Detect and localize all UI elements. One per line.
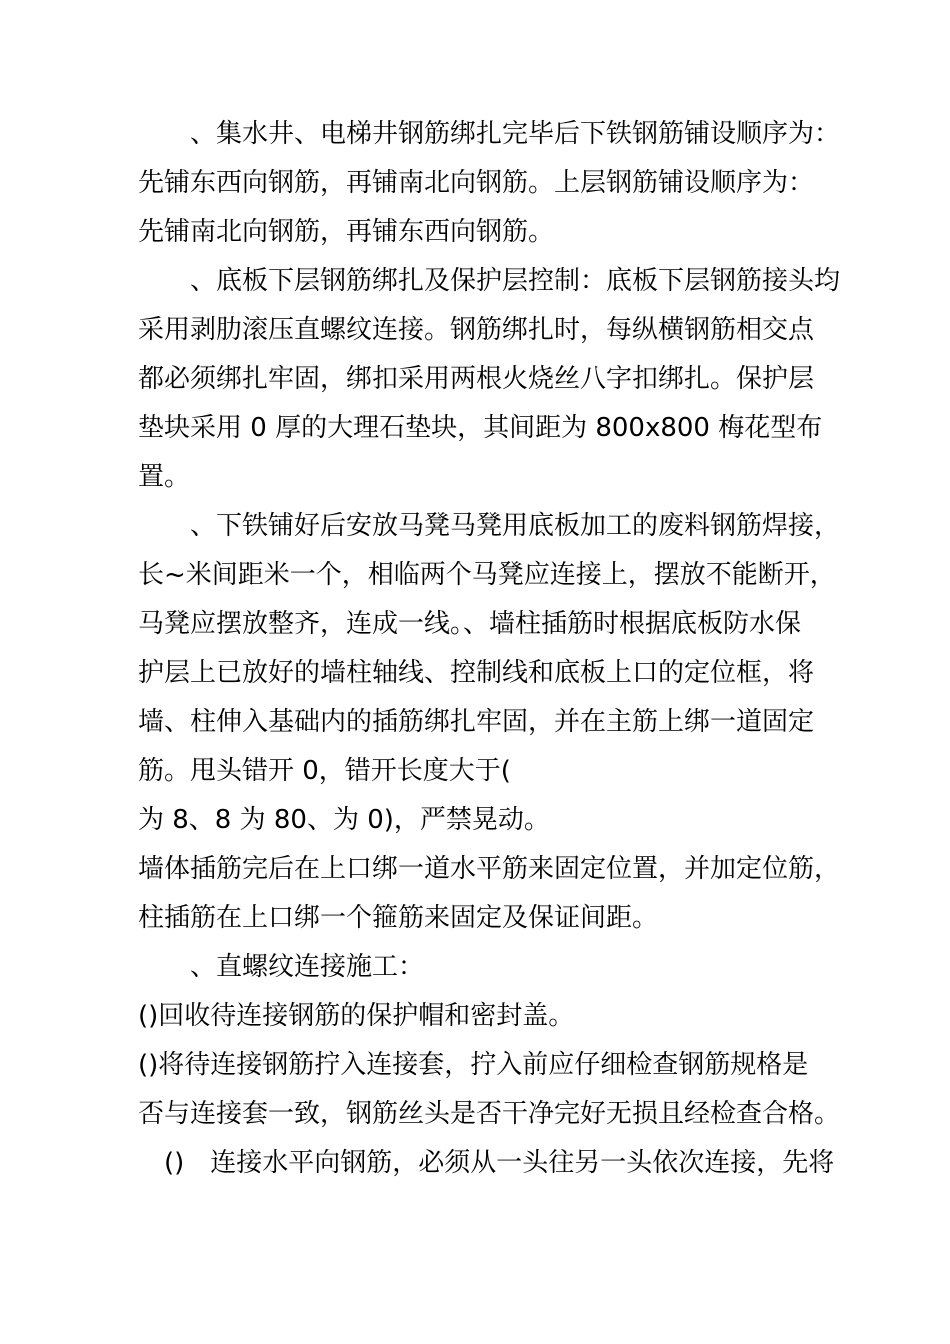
- text-line-5: 采用剥肋滚压直螺纹连接。钢筋绑扎时，每纵横钢筋相交点: [138, 315, 815, 345]
- text-line-9: 、下铁铺好后安放马凳马凳用底板加工的废料钢筋焊接，: [138, 511, 841, 541]
- text-line-8: 置。: [138, 462, 191, 492]
- text-line-22: () 连接水平向钢筋，必须从一头往另一头依次连接，先将: [138, 1148, 835, 1178]
- text-line-1: 、集水井、电梯井钢筋绑扎完毕后下铁钢筋铺设顺序为：: [138, 119, 841, 149]
- text-line-13: 墙、柱伸入基础内的插筋绑扎牢固，并在主筋上绑一道固定: [138, 707, 815, 737]
- text-line-12: 护层上已放好的墙柱轴线、控制线和底板上口的定位框，将: [138, 658, 815, 688]
- text-line-2: 先铺东西向钢筋，再铺南北向钢筋。上层钢筋铺设顺序为：: [138, 168, 815, 198]
- text-line-6: 都必须绑扎牢固，绑扣采用两根火烧丝八字扣绑扎。保护层: [138, 364, 815, 394]
- text-line-11: 马凳应摆放整齐，连成一线。、墙柱插筋时根据底板防水保: [138, 609, 802, 639]
- text-line-18: 、直螺纹连接施工：: [138, 952, 425, 982]
- text-line-7: 垫块采用 0 厚的大理石垫块，其间距为 800x800 梅花型布: [138, 413, 823, 443]
- text-line-16: 墙体插筋完后在上口绑一道水平筋来固定位置，并加定位筋，: [138, 854, 841, 884]
- text-line-15: 为 8、8 为 80、为 0)，严禁晃动。: [138, 805, 550, 835]
- text-line-19: ()回收待连接钢筋的保护帽和密封盖。: [138, 1001, 575, 1031]
- text-line-10: 长~米间距米一个，相临两个马凳应连接上，摆放不能断开，: [138, 560, 836, 590]
- text-line-4: 、底板下层钢筋绑扎及保护层控制：底板下层钢筋接头均: [138, 266, 841, 296]
- text-line-17: 柱插筋在上口绑一个箍筋来固定及保证间距。: [138, 903, 659, 933]
- text-line-20: ()将待连接钢筋拧入连接套，拧入前应仔细检查钢筋规格是: [138, 1050, 809, 1080]
- text-line-14: 筋。甩头错开 0，错开长度大于(: [138, 756, 511, 786]
- text-line-3: 先铺南北向钢筋，再铺东西向钢筋。: [138, 217, 555, 247]
- text-line-21: 否与连接套一致，钢筋丝头是否干净完好无损且经检查合格。: [138, 1099, 841, 1129]
